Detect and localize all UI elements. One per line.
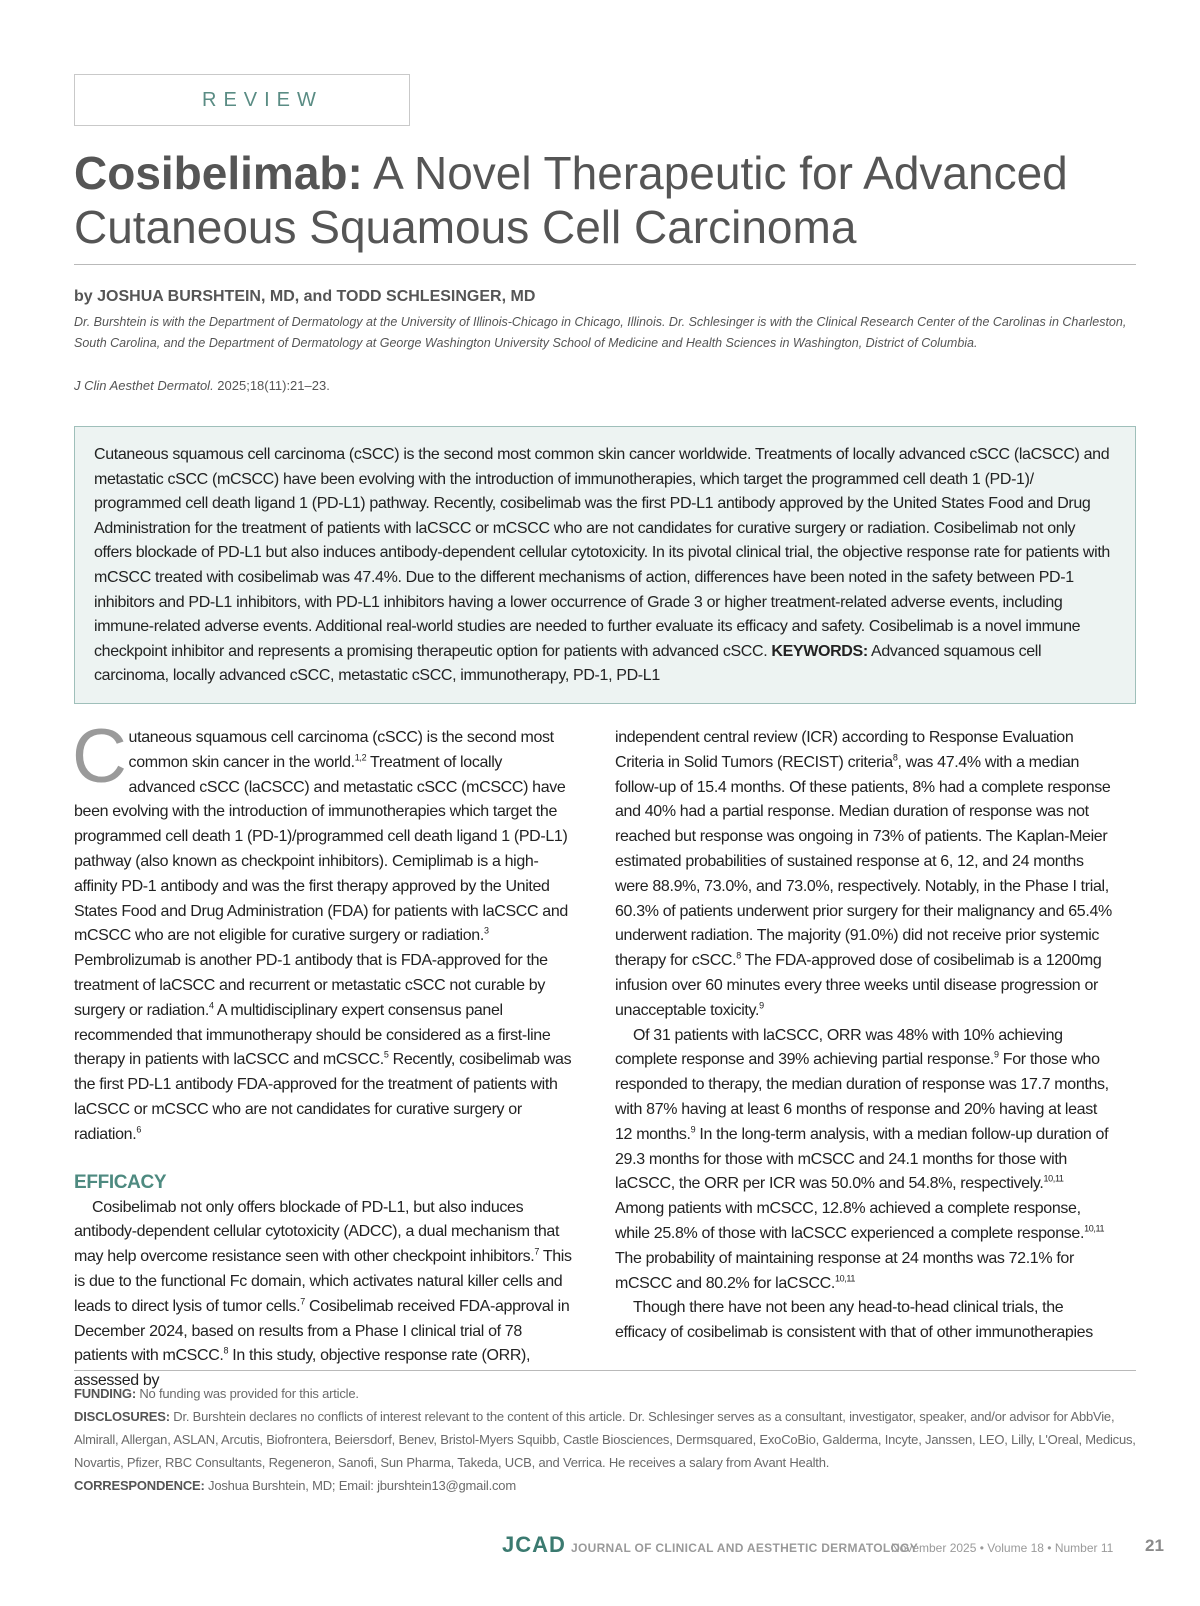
journal-name: JOURNAL OF CLINICAL AND AESTHETIC DERMATOLOGY (571, 1541, 919, 1555)
intro-text: Pembrolizumab is another PD-1 antibody that is FDA-approved for the treatment of laCSCC and recurrent or metastatic cSCC not curable by surgery or radiation. (74, 952, 548, 1019)
section-heading-efficacy: EFFICACY (74, 1171, 167, 1193)
disclosures-note (74, 1405, 1136, 1474)
title-divider (74, 264, 1136, 265)
byline: by JOSHUA BURSHTEIN, MD, and TODD SCHLESINGER, MD (74, 288, 536, 305)
abstract-box (74, 426, 1136, 704)
correspondence-note (74, 1474, 1136, 1497)
footnotes (74, 1382, 1136, 1497)
body-column-right (615, 726, 1113, 1346)
keywords-label: KEYWORDS: (771, 642, 868, 660)
reference-marker: 1,2 (354, 752, 367, 763)
efficacy-text: This is due to the functional Fc domain, which activates natural killer cells and leads to direct lysis of tumor cells. (74, 1248, 572, 1315)
reference-marker: 9 (994, 1050, 999, 1061)
body-text: independent central review (ICR) according to Response Evaluation Criteria in Solid Tumors (RECIST) criteria (615, 729, 1074, 771)
intro-text: Treatment of locally advanced cSCC (laCSCC) and metastatic cSCC (mCSCC) have been evolving with the introduction of immunotherapies which target the programmed cell death 1 (PD-1)/programmed cell death ligand 1 (PD-L1) pathway (also known as checkpoint inhibitors). Cemiplimab is a high-affinity PD-1 antibody and was the first therapy approved by the United States Food and Drug Administration (FDA) for patients with laCSCC and mCSCC who are not eligible for curative surgery or radiation. (74, 753, 568, 945)
title-rest: A Novel Therapeutic for Advanced Cutaneous Squamous Cell Carcinoma (74, 147, 1068, 253)
lacscc-paragraph (615, 1024, 1113, 1297)
body-text: In the long-term analysis, with a median follow-up duration of 29.3 months for those with mCSCC and 24.1 months for those with laCSCC, the ORR per ICR was 50.0% and 54.8%, respectively. (615, 1125, 1109, 1193)
funding-note (74, 1382, 1136, 1405)
efficacy-text: Cosibelimab not only offers blockade of PD-L1, but also induces antibody-dependent cellular cytotoxicity (ADCC), a dual mechanism that may help overcome resistance seen with other checkpoint inhibitors. (74, 1198, 560, 1266)
disclosures-text: Dr. Burshtein declares no conflicts of interest relevant to the content of this article. Dr. Schlesinger serves as a consultant, investigator, speaker, and/or advisor for AbbVie, Almirall, Allergan, ASLAN, Arcutis, Biofrontera, Beiersdorf, Benev, Bristol-Myers Squibb, Castle Biosciences, Dermsquared, ExoCoBio, Galderma, Incyte, Janssen, LEO, Lilly, L'Oreal, Medicus, Novartis, Pfizer, RBC Consultants, Regeneron, Sanofi, Sun Pharma, Takeda, UCB, and Verrica. He receives a salary from Avant Health. (74, 1409, 1136, 1470)
reference-marker: 4 (208, 1000, 214, 1011)
section-label: REVIEW (202, 89, 323, 111)
intro-text: A multidisciplinary expert consensus panel recommended that immunotherapy should be considered as a first-line therapy in patients with laCSCC and mCSCC. (74, 1001, 551, 1069)
efficacy-paragraph (74, 1196, 572, 1394)
intro-text: utaneous squamous cell carcinoma (cSCC) is the second most common skin cancer in the world. (128, 729, 554, 771)
citation-journal: J Clin Aesthet Dermatol. (74, 378, 214, 393)
reference-marker: 9 (759, 1000, 764, 1011)
reference-marker: 10,11 (1043, 1174, 1064, 1185)
author-affiliation: Dr. Burshtein is with the Department of Dermatology at the University of Illinois-Chicago in Chicago, Illinois. Dr. Schlesinger is with the Clinical Research Center of the Carolinas in Charleston, South Carolina, and the Department of Dermatology at George Washington University School of Medicine and Health Sciences in Washington, District of Columbia. (74, 315, 1127, 350)
body-text: Among patients with mCSCC, 12.8% achieved a complete response, while 25.8% of those with laCSCC experienced a complete response. (615, 1200, 1085, 1242)
reference-marker: 8 (223, 1346, 229, 1356)
correspondence-text: Joshua Burshtein, MD; Email: jburshtein13@gmail.com (204, 1478, 516, 1493)
efficacy-paragraph-continued (615, 726, 1113, 1024)
article-title (74, 146, 1134, 254)
reference-marker: 10,11 (1084, 1223, 1105, 1234)
disclosures-label: DISCLOSURES: (74, 1409, 170, 1424)
efficacy-text: Cosibelimab received FDA-approval in December 2024, based on results from a Phase I clinical trial of 78 patients with mCSCC. (74, 1297, 570, 1365)
issue-info: November 2025 • Volume 18 • Number 11 (891, 1541, 1114, 1555)
reference-marker: 8 (892, 752, 898, 763)
body-text: The probability of maintaining response at 24 months was 72.1% for mCSCC and 80.2% for laCSCC. (615, 1249, 1074, 1292)
citation (74, 378, 330, 393)
funding-label: FUNDING: (74, 1386, 136, 1401)
page-number: 21 (1145, 1536, 1164, 1555)
reference-marker: 6 (136, 1124, 141, 1135)
section-label-box (74, 74, 410, 126)
reference-marker: 8 (736, 950, 741, 961)
reference-marker: 10,11 (834, 1273, 856, 1284)
jcad-logo: JCAD (502, 1532, 566, 1557)
funding-text: No funding was provided for this article. (135, 1386, 359, 1401)
efficacy-text: In this study, objective response rate (ORR), assessed by (74, 1347, 531, 1390)
comparison-paragraph: Though there have not been any head-to-head clinical trials, the efficacy of cosibelimab is consistent with that of other immunotherapies (615, 1299, 1093, 1342)
reference-marker: 3 (483, 926, 489, 937)
body-text: For those who responded to therapy, the median duration of response was 17.7 months, with 87% having at least 6 months of response and 20% having at least 12 months. (615, 1051, 1109, 1143)
keywords-list: Advanced squamous cell carcinoma, locally advanced cSCC, metastatic cSCC, immunotherapy, PD-1, PD-L1 (94, 642, 1042, 685)
drop-cap: C (72, 714, 127, 799)
reference-marker: 5 (383, 1050, 389, 1061)
abstract-text (94, 443, 1116, 689)
correspondence-label: CORRESPONDENCE: (74, 1478, 205, 1493)
intro-text: Recently, cosibelimab was the first PD-L1 antibody FDA-approved for the treatment of patients with laCSCC or mCSCC who are not candidates for curative surgery or radiation. (74, 1051, 572, 1143)
footnote-divider (74, 1370, 1136, 1371)
reference-marker: 9 (690, 1124, 696, 1135)
body-text: The FDA-approved dose of cosibelimab is a 1200mg infusion over 60 minutes every three weeks until disease progression or unacceptable toxicity. (615, 952, 1102, 1019)
abstract-body: Cutaneous squamous cell carcinoma (cSCC) is the second most common skin cancer worldwide. Treatments of locally advanced cSCC (laCSCC) and metastatic cSCC (mCSCC) have been evolving with the introduction of immunotherapies, which target the programmed cell death 1 (PD-1)/ programmed cell death ligand 1 (PD-L1) pathway. Recently, cosibelimab was the first PD-L1 antibody approved by the United States Food and Drug Administration for the treatment of patients with laCSCC or mCSCC who are not candidates for curative surgery or radiation. Cosibelimab not only offers blockade of PD-L1 but also induces antibody-dependent cellular cytotoxicity. In its pivotal clinical trial, the objective response rate for patients with mCSCC treated with cosibelimab was 47.4%. Due to the different mechanisms of action, differences have been noted in the safety between PD-1 inhibitors and PD-L1 inhibitors, with PD-L1 inhibitors having a lower occurrence of Grade 3 or higher treatment-related adverse events, including immune-related adverse events. Additional real-world studies are needed to further evaluate its efficacy and safety. Cosibelimab is a novel immune checkpoint inhibitor and represents a promising therapeutic option for patients with advanced cSCC. (94, 446, 1110, 660)
intro-paragraph (72, 714, 572, 1148)
reference-marker: 7 (534, 1246, 540, 1257)
citation-details: 2025;18(11):21–23. (213, 378, 330, 393)
body-text: , was 47.4% with a median follow-up of 15.4 months. Of these patients, 8% had a complete response and 40% had a partial response. Median duration of response was not reached but response was ongoing in 73% of patients. The Kaplan-Meier estimated probabilities of sustained response at 6, 12, and 24 months were 88.9%, 73.0%, and 73.0%, respectively. Notably, in the Phase I trial, 60.3% of patients underwent prior surgery for their malignancy and 65.4% underwent radiation. The majority (91.0%) did not receive prior systemic therapy for cSCC. (615, 753, 1112, 970)
title-bold: Cosibelimab: (74, 147, 363, 199)
body-text: Of 31 patients with laCSCC, ORR was 48% with 10% achieving complete response and 39% achieving partial response. (615, 1026, 1063, 1069)
body-column-left (72, 714, 572, 1394)
reference-marker: 7 (300, 1296, 305, 1307)
